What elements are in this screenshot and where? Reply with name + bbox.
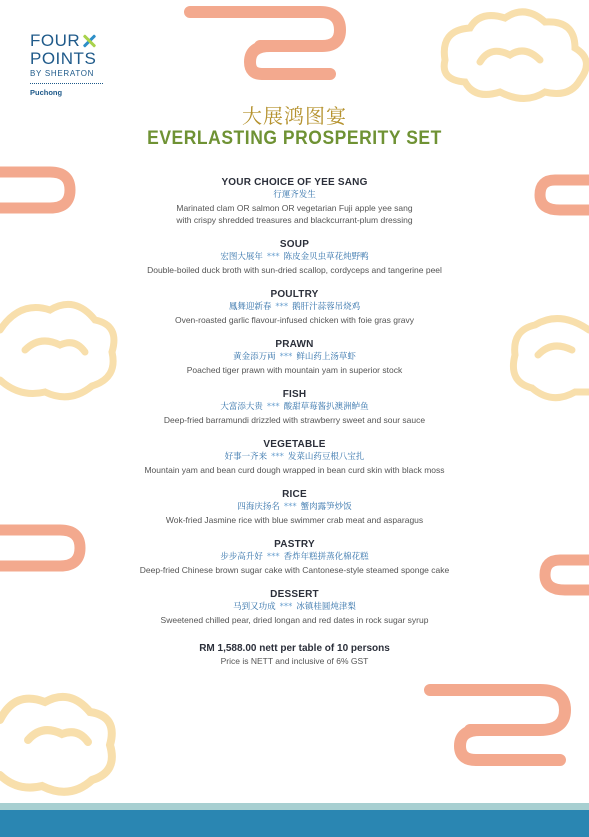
course-description: Poached tiger prawn with mountain yam in superior stock xyxy=(186,365,403,375)
price-main: RM 1,588.00 nett per table of 10 persons xyxy=(199,643,390,654)
course-heading: PASTRY xyxy=(274,539,315,550)
course-heading: VEGETABLE xyxy=(263,439,326,450)
course-chinese-left: 好事一齐来 xyxy=(224,452,268,462)
course-chinese-left: 宏图大展年 xyxy=(220,252,263,262)
course-chinese-left: 步步高升好 xyxy=(220,552,263,562)
course-description: Oven-roasted garlic flavour-infused chicken with foie gras gravy xyxy=(174,315,415,325)
course-7 xyxy=(100,538,489,576)
course-heading: POULTRY xyxy=(270,289,319,300)
course-chinese-right: 发菜山药豆根八宝扎 xyxy=(287,452,365,462)
course-chinese-name xyxy=(100,551,489,564)
course-chinese-right: 冰镇桂圆炖津梨 xyxy=(296,602,356,612)
price-block xyxy=(100,642,489,667)
course-chinese-right: 香炸年糕拼蒸化棉花糕 xyxy=(283,552,369,562)
course-separator-stars: *** xyxy=(279,352,293,362)
course-separator-stars: *** xyxy=(266,552,280,562)
logo-location: Puchong xyxy=(30,88,63,97)
course-separator-stars: *** xyxy=(279,602,293,612)
course-chinese-left: 鳳舞迎新春 xyxy=(228,302,272,312)
course-description: Wok-fried Jasmine rice with blue swimmer crab meat and asparagus xyxy=(165,515,424,525)
hotel-logo xyxy=(30,32,110,97)
course-chinese-name xyxy=(100,251,489,264)
course-chinese-right: 蟹肉露笋炒饭 xyxy=(300,502,352,512)
course-description: with crispy shredded treasures and blackcurrant-plum dressing xyxy=(176,215,413,225)
logo-word-four: FOUR xyxy=(30,31,81,50)
course-chinese-right: 鹅肝汁蒜蓉吊烧鸡 xyxy=(292,302,361,312)
course-chinese-left: 马到又功成 xyxy=(233,602,276,612)
course-chinese-right: 酸甜草莓酱扒澳洲鲈鱼 xyxy=(283,402,369,412)
course-chinese-right: 鲜山药上汤草虾 xyxy=(296,352,356,362)
course-chinese-name xyxy=(100,401,489,414)
cloud-right-upper-icon xyxy=(540,180,589,210)
logo-x-mark-icon xyxy=(82,34,96,48)
logo-word-points: POINTS xyxy=(30,49,97,68)
cloud-top-center-icon xyxy=(190,12,340,74)
course-chinese-left: 四海庆扬名 xyxy=(237,502,280,512)
course-description: Mountain yam and bean curd dough wrapped in bean curd skin with black moss xyxy=(144,465,445,475)
course-heading: PRAWN xyxy=(275,339,314,350)
course-6 xyxy=(100,488,489,526)
logo-line-1 xyxy=(30,32,110,50)
course-description: Deep-fried Chinese brown sugar cake with Cantonese-style steamed sponge cake xyxy=(139,565,450,575)
cloud-right-mid-icon xyxy=(513,319,589,398)
course-heading: YOUR CHOICE OF YEE SANG xyxy=(221,177,368,188)
course-5 xyxy=(100,438,489,476)
course-separator-stars: *** xyxy=(266,252,280,262)
course-4 xyxy=(100,388,489,426)
course-description: Double-boiled duck broth with sun-dried scallop, cordyceps and tangerine peel xyxy=(147,265,442,275)
footer-band-dark xyxy=(0,810,589,837)
cloud-left-upper-icon xyxy=(0,172,70,208)
course-2 xyxy=(100,288,489,326)
course-chinese-name xyxy=(100,501,489,514)
course-chinese-right: 陈皮金贝虫草花炖野鸭 xyxy=(283,252,369,262)
logo-by-sheraton: BY SHERATON xyxy=(30,69,95,78)
course-description: Deep-fried barramundi drizzled with strawberry sweet and sour sauce xyxy=(163,415,426,425)
course-separator-stars: *** xyxy=(283,502,297,512)
course-3 xyxy=(100,338,489,376)
menu-course-list xyxy=(100,176,489,667)
course-chinese-name xyxy=(100,301,489,314)
cloud-bottom-left-icon xyxy=(0,697,112,792)
course-description: Marinated clam OR salmon OR vegetarian Fuji apple yee sang xyxy=(176,203,413,213)
course-heading: FISH xyxy=(282,389,307,400)
cloud-top-right-icon xyxy=(444,12,586,99)
cloud-bottom-right-icon xyxy=(430,690,565,760)
course-chinese-left: 黄金添万両 xyxy=(233,352,276,362)
price-note: Price is NETT and inclusive of 6% GST xyxy=(220,656,369,666)
cloud-left-lower-icon xyxy=(0,530,80,566)
cloud-right-lower-icon xyxy=(545,560,589,590)
course-8 xyxy=(100,588,489,626)
course-chinese-name xyxy=(100,351,489,364)
course-chinese-left: 行運齐发生 xyxy=(273,190,316,200)
footer-band-light xyxy=(0,803,589,810)
course-chinese-name xyxy=(100,189,489,202)
course-heading: DESSERT xyxy=(270,589,319,600)
course-separator-stars: *** xyxy=(275,302,289,312)
menu-title-chinese: 大展鸿图宴 xyxy=(242,104,347,128)
course-description: Sweetened chilled pear, dried longan and red dates in rock sugar syrup xyxy=(160,615,429,625)
course-0 xyxy=(100,176,489,226)
logo-divider xyxy=(30,83,103,84)
course-heading: SOUP xyxy=(279,239,310,250)
course-chinese-name xyxy=(100,451,489,464)
course-chinese-left: 大富添大贵 xyxy=(220,402,263,412)
course-heading: RICE xyxy=(282,489,307,500)
course-separator-stars: *** xyxy=(271,452,284,462)
menu-title-english: EVERLASTING PROSPERITY SET xyxy=(147,128,442,149)
course-chinese-name xyxy=(100,601,489,614)
cloud-left-mid-icon xyxy=(0,304,114,396)
course-1 xyxy=(100,238,489,276)
course-separator-stars: *** xyxy=(266,402,280,412)
